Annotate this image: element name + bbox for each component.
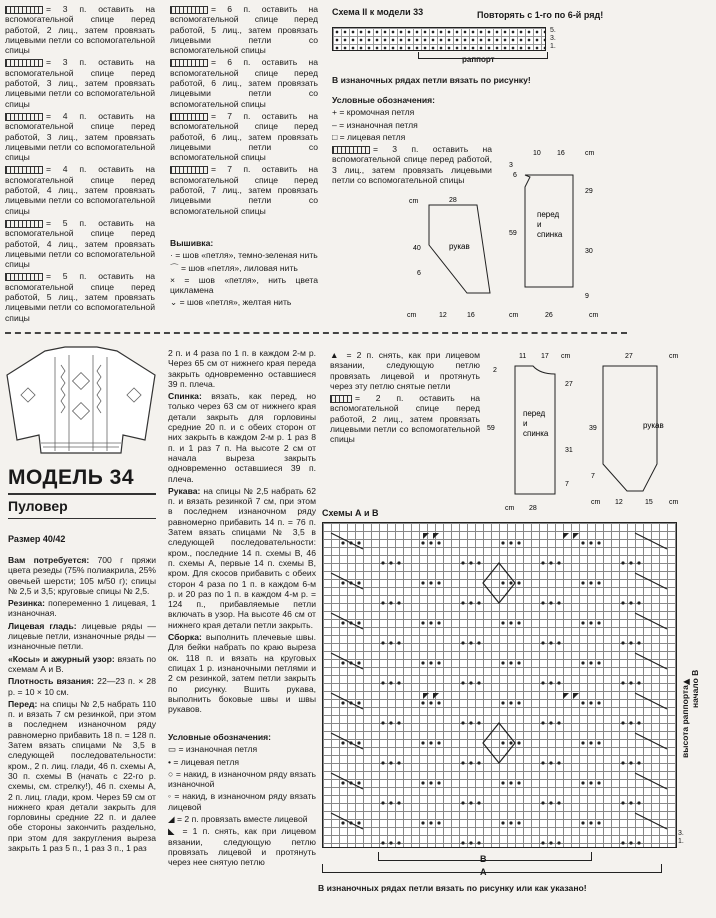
dim-27b: 27: [625, 353, 633, 360]
scheme2-legend-title: Условные обозначения:: [332, 95, 435, 105]
scheme2-cable-item: = 3 п. оставить на вспомогательной спице перед работой, 3 лиц., затем провязать лицевыми петли со вспомогательной спицы: [332, 144, 492, 186]
body-label-3: спинка: [537, 230, 563, 239]
scheme2-chart: [332, 27, 546, 51]
legend34: [168, 732, 316, 870]
instruction-para: Вам потребуется: 700 г пряжи цвета резеды (75% полиакрила, 25% овечьей шерсти; 105 м/50 г); спицы № 2,5 и 3,5; круговые спицы № 2,5.: [8, 555, 157, 596]
scheme2-purl-note: В изнаночных рядах петли вязать по рисунку!: [332, 75, 531, 85]
legend34-item: ◢ = 2 п. провязать вместе лицевой: [168, 814, 308, 825]
model-size: Размер 40/42: [8, 534, 66, 544]
sleeve-label: рукав: [643, 421, 664, 430]
cable-instruction: = 4 п. оставить на вспомогательной спице перед работой, 4 лиц., затем провязать лицевыми петли со вспомогательной спицы: [5, 164, 155, 216]
sleeve-label: рукав: [449, 242, 470, 251]
cable-instruction: = 4 п. оставить на вспомогательной спице перед работой, 3 лиц., затем провязать лицевыми петли со вспомогательной спицы: [5, 110, 155, 163]
legend34b-item: ▲ = 2 п. снять, как при лицевом вязании, следующую петлю провязать лицевой и протянуть через эту петлю снятые петли: [330, 350, 480, 391]
cable-instruction: = 5 п. оставить на вспомогательной спице перед работой, 4 лиц., затем провязать лицевыми петли со вспомогательной спицы: [5, 217, 155, 270]
cable-instruction: = 7 п. оставить на вспомогательной спице перед работой, 6 лиц., затем провязать лицевыми петли со вспомогательной спицы: [170, 110, 318, 163]
legend34b-item: = 2 п. оставить на вспомогательной спице перед работой, 2 лиц., затем провязать лицевыми петли со вспомогательной спицы: [330, 393, 480, 445]
cable-instruction: = 3 п. оставить на вспомогательной спице перед работой, 2 лиц., затем провязать лицевыми петли со вспомогательной спицы: [5, 4, 155, 56]
body-label-2: и: [537, 220, 542, 229]
start-b-label: начало В: [690, 669, 700, 708]
cable-symbol-icon: [170, 113, 208, 121]
instruction-para: Лицевая гладь: лицевые ряды — лицевые петли, изнаночные ряды — изнаночные петли.: [8, 620, 157, 652]
dim-10: 10: [533, 150, 541, 157]
cable-symbol-icon: [5, 6, 43, 14]
cm-label-mid: cm: [509, 312, 519, 319]
scheme2-title: Схема II к модели 33: [332, 7, 424, 17]
pattern-model34: [485, 346, 713, 516]
scheme2-rapport-bracket: [418, 52, 548, 59]
scheme2-row-1: 1.: [550, 43, 556, 50]
scheme2-repeat-note: Повторять с 1-го по 6-й ряд!: [477, 10, 604, 20]
instruction-para: «Косы» и ажурный узор: вязать по схемам А и В.: [8, 653, 156, 674]
body-label-3: спинка: [523, 429, 549, 438]
dim-26: 26: [545, 312, 553, 319]
cm-label-right: cm: [589, 312, 599, 319]
body-label-1: перед: [537, 210, 560, 219]
cable-symbol-icon: [332, 146, 370, 154]
dim-28: 28: [449, 197, 457, 204]
schemes-bottom-note: В изнаночных рядах петли вязать по рисунку или как указано!: [318, 883, 587, 893]
rapport-height-label: высота раппорта: [680, 685, 690, 758]
dim-3: 3: [509, 162, 513, 169]
dim-6b: 6: [513, 172, 517, 179]
scheme-row-1: 1.: [678, 838, 684, 845]
cable-symbol-icon: [5, 166, 43, 174]
cable-symbol-icon: [170, 6, 208, 14]
instruction-para: Резинка: попеременно 1 лицевая, 1 изнаночная.: [8, 598, 156, 619]
subtitle-underline: [8, 518, 156, 519]
dim-7b: 7: [591, 473, 595, 480]
embroidery-line: · = шов «петля», темно-зеленая нить: [170, 250, 318, 261]
embroidery-line: ⌒ = шов «петля», лиловая нить: [170, 262, 298, 273]
instruction-para: Спинка: вязать, как перед, но только через 63 см от нижнего края детали закрыть для горловины средние 20 п. и с обеих сторон от них закрыть в каждом 2-м р. 1 раз 8 п. и 1 раз 7 п. На высоте 2 см от начала выреза закрыть одновременно оставшиеся 39 п. плеча.: [168, 391, 316, 484]
dim-12: 12: [615, 499, 623, 506]
scheme2-row-3: 3.: [550, 35, 556, 42]
cable-symbol-icon: [5, 220, 43, 228]
body-label-2: и: [523, 419, 528, 428]
instruction-para: Перед: на спицы № 2,5 набрать 110 п. и вязать 7 см резинкой, при этом в последнем изнаночном ряду равномерно прибавить 18 п. = 128 п. Затем вязать спицами № 3,5 в следующей последовательности: кром., 2 п. лиц. глади, 46 п. схемы А, 30 п. схемы В (начать с 22-го р. схемы, см. стрелку!), 46 п. схемы А, 2 п. лиц. глади, кром. Через 59 см от нижнего края детали закрыть для горловины средние 22 п. и далее обе стороны закончить раздельно, при этом для закругления выреза закрыть 1 раз 5 п., 1 раз 3 п., 1 раз: [8, 698, 156, 854]
legend34-item: ▭ = изнаночная петля: [168, 744, 258, 755]
cable-symbol-icon: [5, 113, 43, 121]
cm-label-bottom: cm: [407, 312, 417, 319]
title-underline: [8, 493, 156, 495]
instruction-para: Плотность вязания: 22—23 п. × 28 р. = 10 × 10 см.: [8, 676, 156, 697]
cm-label-top: cm: [585, 150, 595, 157]
model-subtitle: Пуловер: [8, 498, 68, 514]
legend34-item: ○ = накид, в изнаночном ряду вязать изнаночной: [168, 768, 316, 790]
cable-symbol-icon: [330, 395, 352, 403]
cm-label-bottom: cm: [505, 505, 515, 512]
scheme2-row-5: 5.: [550, 27, 556, 34]
cable-instruction: = 3 п. оставить на вспомогательной спице перед работой, 3 лиц., затем провязать лицевыми петли со вспомогательной спицы: [5, 57, 155, 109]
dim-40: 40: [413, 245, 421, 252]
sweater-illustration: [5, 345, 157, 455]
embroidery-block: [170, 238, 318, 310]
section-divider: [5, 332, 627, 334]
start-b-arrow: ◄: [681, 676, 692, 688]
dim-30: 30: [585, 248, 593, 255]
embroidery-title: Вышивка:: [170, 238, 214, 248]
scheme2-rapport-label: раппорт: [462, 55, 495, 64]
schemes-ab-title: Схемы А и В: [322, 508, 379, 518]
legend34b: [330, 350, 480, 447]
cable-instruction: = 7 п. оставить на вспомогательной спице перед работой, 7 лиц., затем провязать лицевыми петли со вспомогательной спицы: [170, 164, 318, 216]
instruction-para: 2 п. и 4 раза по 1 п. в каждом 2-м р. Через 65 см от нижнего края переда закрыть одновременно оставшиеся 39 п. плеча.: [168, 348, 316, 389]
bracket-a: [322, 864, 662, 873]
dim-16: 16: [467, 312, 475, 319]
dim-27: 27: [565, 381, 573, 388]
dim-16b: 16: [557, 150, 565, 157]
label-b: B: [480, 854, 487, 864]
cable-instruction: = 6 п. оставить на вспомогательной спице перед работой, 6 лиц., затем провязать лицевыми петли со вспомогательной спицы: [170, 57, 318, 109]
instructions-col-b: [168, 348, 316, 716]
schemes-ab-motifs: [323, 523, 676, 847]
cable-symbol-icon: [170, 166, 208, 174]
dim-12: 12: [439, 312, 447, 319]
instructions-col-a: [8, 555, 156, 855]
scheme2-legend-item: – = изнаночная петля: [332, 119, 418, 130]
cable-instruction: = 6 п. оставить на вспомогательной спице перед работой, 5 лиц., затем провязать лицевыми петли со вспомогательной спицы: [170, 4, 318, 56]
dim-7: 7: [565, 481, 569, 488]
dim-9: 9: [585, 293, 589, 300]
dim-2: 2: [493, 367, 497, 374]
label-a: A: [480, 867, 487, 877]
cable-symbol-icon: [5, 273, 43, 281]
legend34-item: ◣ = 1 п. снять, как при лицевом вязании, следующую петлю провязать лицевой и протянуть через нее снятую петлю: [168, 826, 316, 868]
dim-59: 59: [509, 230, 517, 237]
cable-instruction: = 5 п. оставить на вспомогательной спице перед работой, 5 лиц., затем провязать лицевыми петли со вспомогательной спицы: [5, 271, 155, 323]
dim-31: 31: [565, 447, 573, 454]
cable-instructions-col2: [170, 4, 318, 218]
scheme2-legend-item: + = кромочная петля: [332, 107, 415, 118]
dim-11: 11: [519, 353, 527, 360]
legend34-item: • = лицевая петля: [168, 756, 240, 767]
scheme-row-3: 3.: [678, 830, 684, 837]
scheme2-legend-item: □ = лицевая петля: [332, 131, 406, 142]
legend34-item: ◦ = накид, в изнаночном ряду вязать лицевой: [168, 791, 316, 812]
cm-label-left: cm: [591, 499, 601, 506]
schemes-ab-chart: [322, 522, 677, 848]
cable-symbol-icon: [170, 59, 208, 67]
cm-label-sleeve: cm: [669, 499, 679, 506]
embroidery-line: ⌄ = шов «петля», желтая нить: [170, 297, 292, 308]
instruction-para: Сборка: выполнить плечевые швы. Для бейки набрать по краю выреза ок. 118 п. и вязать на круговых спицах 1 р. изнаночными петлями и 2 см резинкой, затем петли закрыть по рисунку. Вшить рукава, выполнить боковые швы и швы рукавов.: [168, 632, 316, 715]
instruction-para: Рукава: на спицы № 2,5 набрать 62 п. и вязать резинкой 7 см, при этом в последнем изнаночном ряду равномерно прибавить 14 п. = 76 п. Затем вязать спицами № 3,5 в следующей последовательности: кром., последние 14 п. схемы В, 46 п. схемы А, первые 14 п. схемы В, кром. Для скосов прибавить с обеих сторон 4 раза по 1 п. в каждом 6-м р. и 20 раз по 1 п. в каждом 4-м р. = 124 п., прибавляемые петли включать в узор. На высоте 46 см от нижнего края детали петли закрыть.: [168, 485, 316, 630]
pattern-model33: [405, 145, 627, 325]
dim-17: 17: [541, 353, 549, 360]
embroidery-line: × = шов «петля», нить цвета цикламена: [170, 274, 319, 296]
dim-29: 29: [585, 188, 593, 195]
body-label-1: перед: [523, 409, 546, 418]
dim-59: 59: [487, 425, 495, 432]
cm-label-right: cm: [669, 353, 679, 360]
model-title: МОДЕЛЬ 34: [8, 466, 135, 489]
dim-28: 28: [529, 505, 537, 512]
cm-label: cm: [561, 353, 571, 360]
dim-15: 15: [645, 499, 653, 506]
dim-6: 6: [417, 270, 421, 277]
cm-label: cm: [409, 198, 419, 205]
cable-instructions-col1: [5, 4, 155, 325]
dim-39: 39: [589, 425, 597, 432]
cable-symbol-icon: [5, 59, 43, 67]
legend34-title: Условные обозначения:: [168, 732, 271, 742]
